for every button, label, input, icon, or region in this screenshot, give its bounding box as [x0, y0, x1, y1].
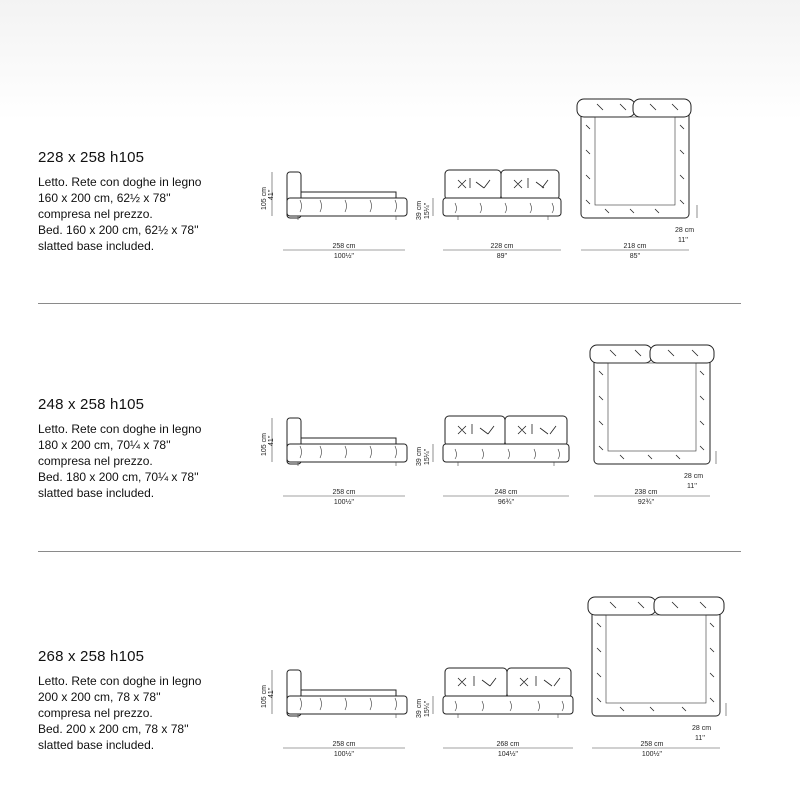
side-height-cm-label: 105 cm: [261, 685, 268, 708]
front-height-in-label: 15¼'': [424, 448, 431, 465]
top-depth-cm-label: 28 cm: [684, 473, 704, 480]
description-line: 180 x 200 cm, 70¼ x 78'': [38, 438, 171, 452]
description-line: Bed. 200 x 200 cm, 78 x 78'': [38, 722, 189, 736]
front-height-in-label: 15¼'': [424, 700, 431, 717]
front-width-cm-label: 248 cm: [494, 489, 518, 496]
side-length-in-label: 100½'': [333, 253, 355, 260]
description-line: compresa nel prezzo.: [38, 207, 153, 221]
top-depth-cm-label: 28 cm: [675, 227, 695, 234]
side-height-in-label: 41'': [268, 189, 275, 200]
description-line: slatted base included.: [38, 738, 155, 752]
front-width-in-label: 89'': [496, 253, 508, 260]
description-line: 200 x 200 cm, 78 x 78'': [38, 690, 161, 704]
side-height-cm-label: 105 cm: [261, 187, 268, 210]
side-length-in-label: 100½'': [333, 751, 355, 758]
bed-size-section-268: [0, 498, 800, 758]
front-height-in-label: 15¼'': [424, 202, 431, 219]
side-view-drawing: [272, 670, 407, 748]
front-width-in-label: 104½'': [497, 751, 519, 758]
technical-drawing-set: [0, 498, 800, 798]
model-title: 228 x 258 h105: [38, 149, 145, 166]
bed-size-section-228: [0, 0, 800, 260]
top-width-cm-label: 258 cm: [640, 741, 664, 748]
side-length-cm-label: 258 cm: [332, 243, 356, 250]
side-view-drawing: [272, 172, 407, 250]
front-width-cm-label: 268 cm: [496, 741, 520, 748]
bed-size-section-248: [0, 246, 800, 506]
description-line: Letto. Rete con doghe in legno: [38, 674, 202, 688]
side-height-in-label: 41'': [268, 435, 275, 446]
side-height-cm-label: 105 cm: [261, 433, 268, 456]
front-width-cm-label: 228 cm: [490, 243, 514, 250]
front-view-drawing: [433, 170, 561, 250]
description-line: slatted base included.: [38, 486, 155, 500]
description-line: slatted base included.: [38, 239, 155, 253]
top-depth-in-label: 11'': [695, 735, 705, 742]
front-view-drawing: [433, 668, 573, 748]
top-depth-in-label: 11'': [678, 237, 688, 244]
front-width-in-label: 96¾'': [497, 499, 515, 506]
description-line: 160 x 200 cm, 62½ x 78'': [38, 191, 171, 205]
front-view-drawing: [433, 416, 569, 496]
description-line: Letto. Rete con doghe in legno: [38, 422, 202, 436]
model-title: 268 x 258 h105: [38, 648, 145, 665]
front-height-cm-label: 39 cm: [416, 698, 423, 718]
description-line: compresa nel prezzo.: [38, 454, 153, 468]
description-line: Bed. 180 x 200 cm, 70¼ x 78'': [38, 470, 199, 484]
model-title: 248 x 258 h105: [38, 396, 145, 413]
top-width-in-label: 100½'': [641, 751, 663, 758]
side-length-cm-label: 258 cm: [332, 741, 356, 748]
side-height-in-label: 41'': [268, 687, 275, 698]
top-width-in-label: 92¾'': [637, 499, 655, 506]
description-line: compresa nel prezzo.: [38, 706, 153, 720]
top-depth-in-label: 11'': [687, 483, 697, 490]
side-length-cm-label: 258 cm: [332, 489, 356, 496]
front-height-cm-label: 39 cm: [416, 200, 423, 220]
top-width-cm-label: 238 cm: [634, 489, 658, 496]
description-line: Bed. 160 x 200 cm, 62½ x 78'': [38, 223, 199, 237]
side-length-in-label: 100½'': [333, 499, 355, 506]
side-view-drawing: [272, 418, 407, 496]
top-width-cm-label: 218 cm: [623, 243, 647, 250]
description-line: Letto. Rete con doghe in legno: [38, 175, 202, 189]
front-height-cm-label: 39 cm: [416, 446, 423, 466]
top-width-in-label: 85'': [629, 253, 641, 260]
top-depth-cm-label: 28 cm: [692, 725, 712, 732]
